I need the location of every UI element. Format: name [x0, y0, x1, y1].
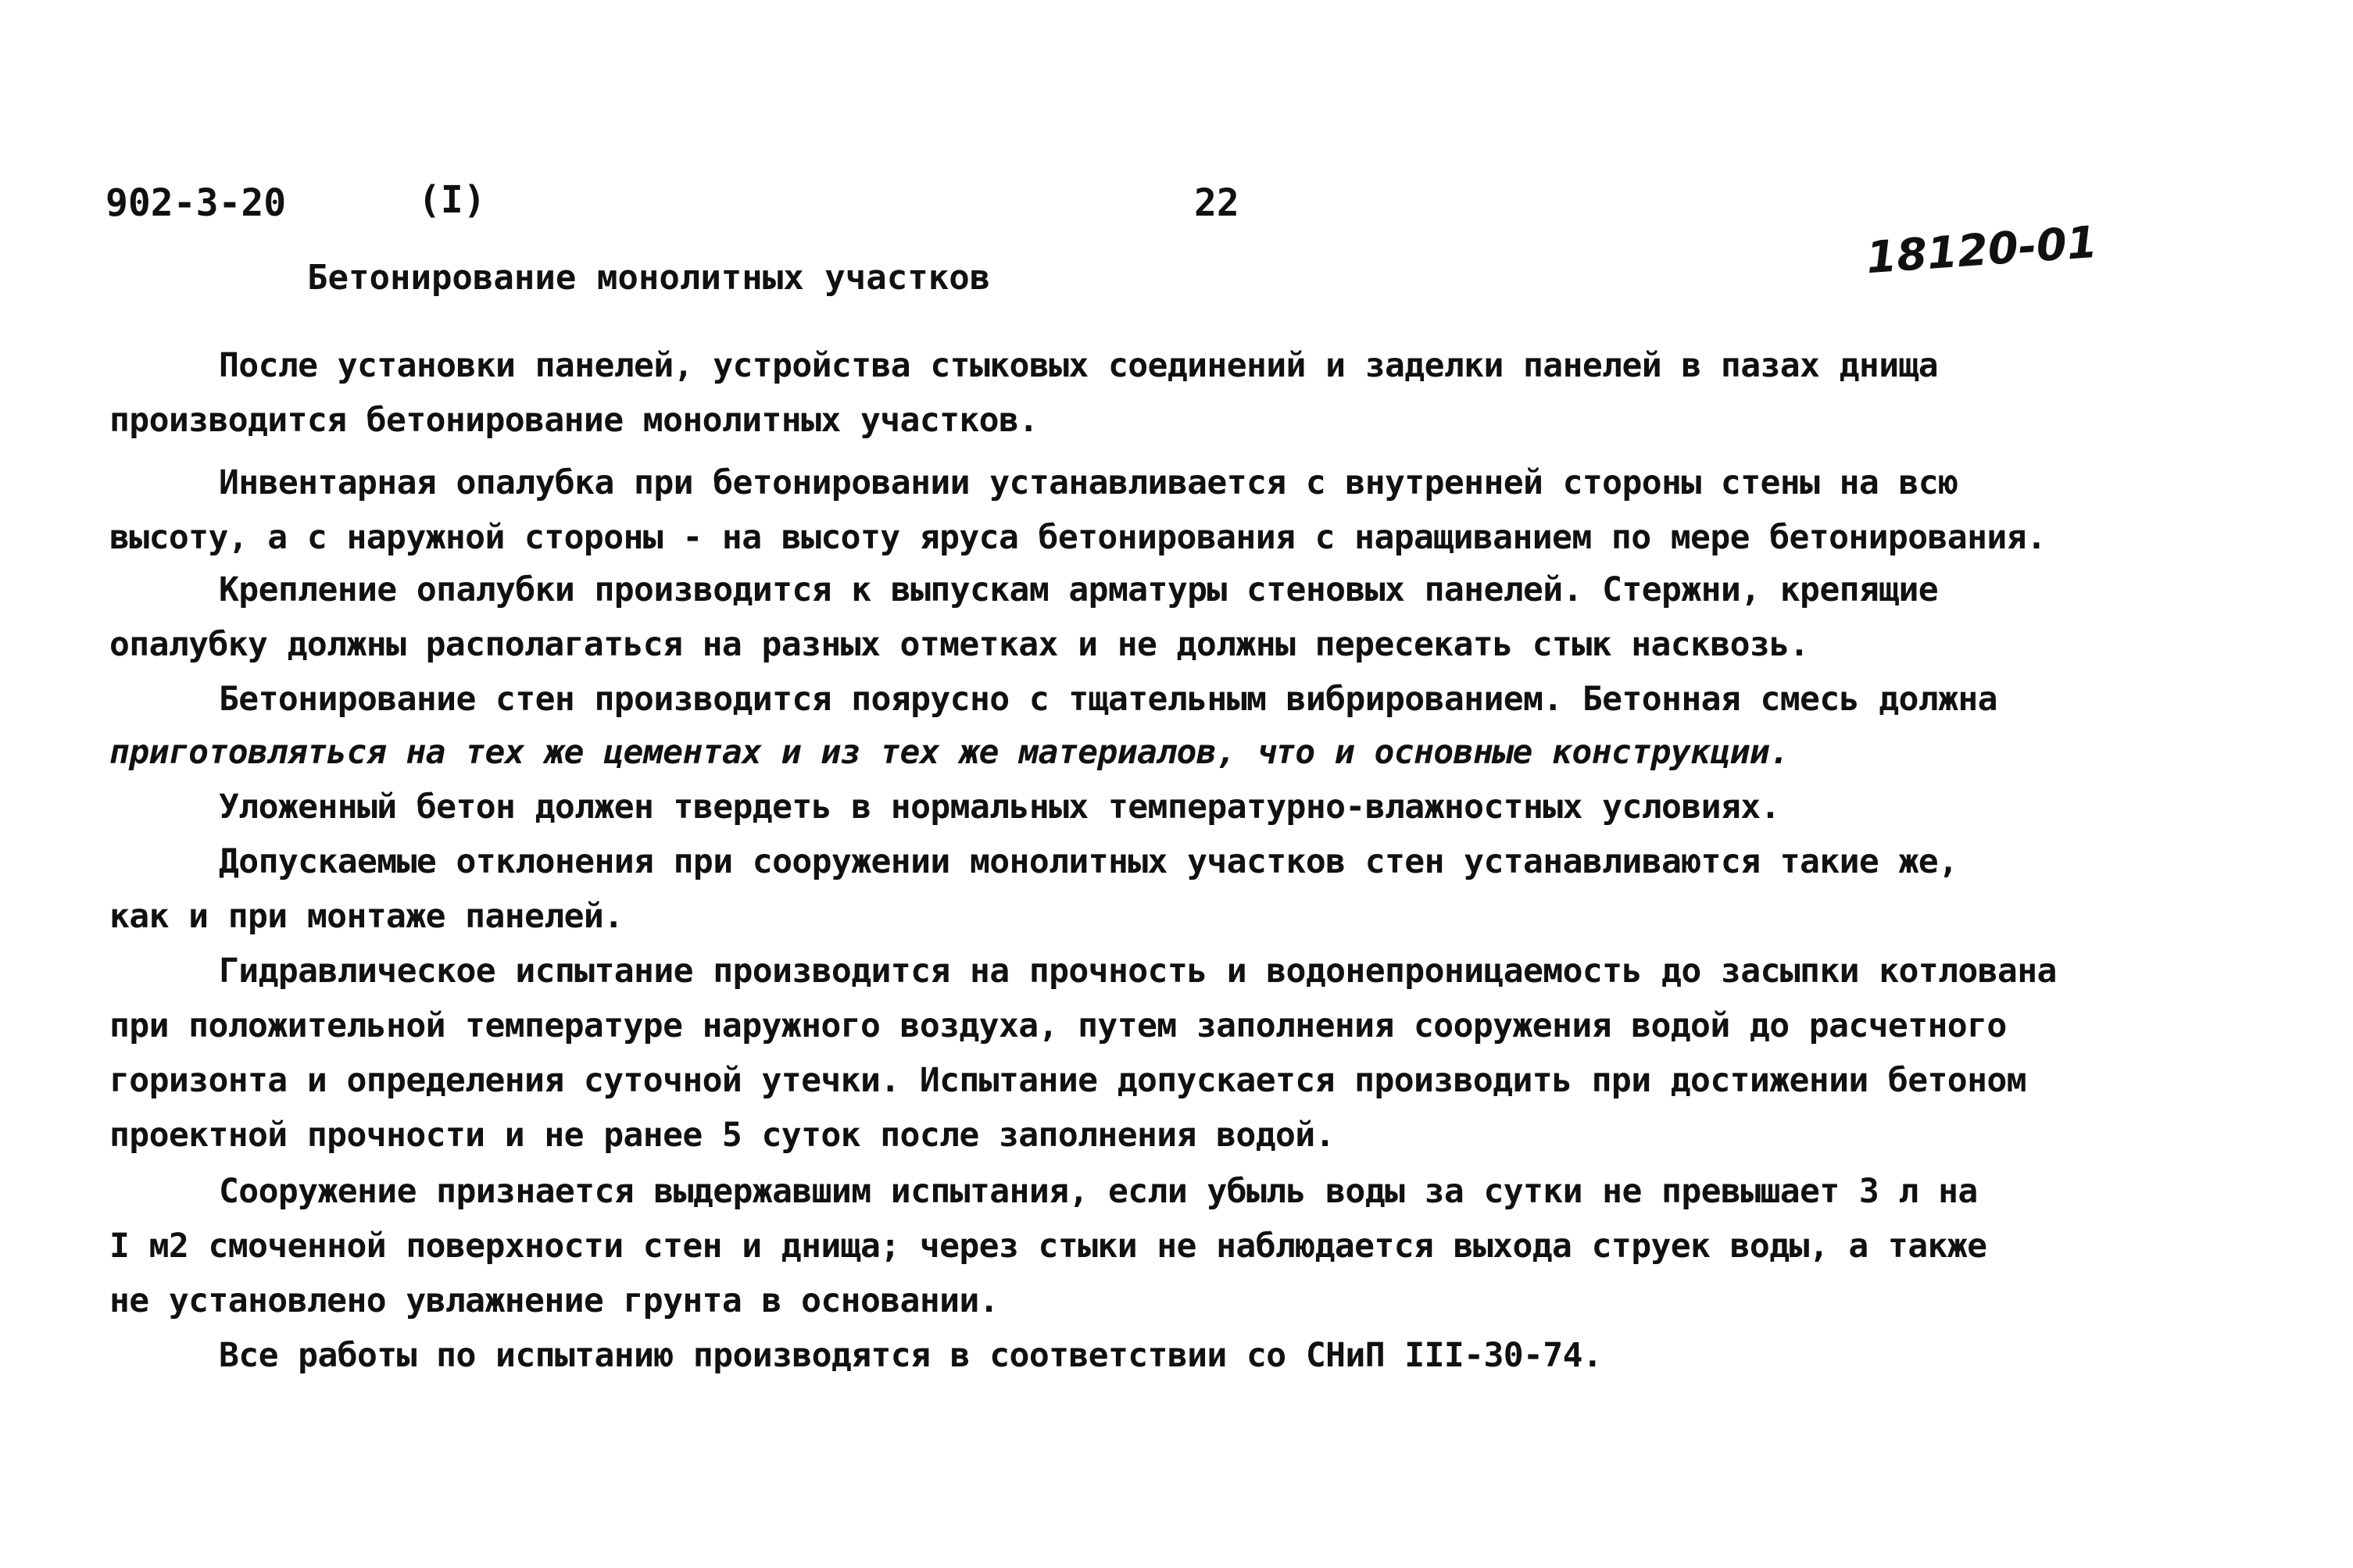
- text-line: высоту, а с наружной стороны - на высоту яруса бетонирования с наращиванием по мере бетонирования.: [109, 518, 2047, 557]
- handwritten-stamp-number: 18120-01: [1865, 216, 2099, 284]
- document-code: 902-3-20: [105, 181, 287, 225]
- text-line: Бетонирование стен производится поярусно с тщательным вибрированием. Бетонная смесь должна: [219, 680, 1997, 719]
- text-line: при положительной температуре наружного воздуха, путем заполнения сооружения водой до расчетного: [109, 1006, 2007, 1045]
- text-line: как и при монтаже панелей.: [109, 897, 624, 936]
- text-line: горизонта и определения суточной утечки. Испытание допускается производить при достижении бетоном: [109, 1061, 2026, 1100]
- text-line: не установлено увлажнение грунта в основании.: [109, 1281, 999, 1320]
- text-line: Допускаемые отклонения при сооружении монолитных участков стен устанавливаются такие же,: [219, 842, 1958, 881]
- text-line: опалубку должны располагаться на разных отметках и не должны пересекать стык насквозь.: [109, 625, 1809, 664]
- section-title: Бетонирование монолитных участков: [307, 258, 991, 298]
- text-line: Инвентарная опалубка при бетонировании устанавливается с внутренней стороны стены на всю: [219, 463, 1958, 502]
- text-line: производится бетонирование монолитных участков.: [109, 401, 1039, 440]
- text-line: Сооружение признается выдержавшим испытания, если убыль воды за сутки не превышает 3 л на: [219, 1172, 1978, 1211]
- text-line: Уложенный бетон должен твердеть в нормальных температурно-влажностных условиях.: [219, 788, 1780, 827]
- page-number: 22: [1194, 181, 1239, 225]
- text-line: I м2 смоченной поверхности стен и днища; через стыки не наблюдается выхода струек воды, а также: [109, 1227, 1987, 1266]
- text-line: Крепление опалубки производится к выпускам арматуры стеновых панелей. Стержни, крепящие: [219, 570, 1939, 609]
- text-line: проектной прочности и не ранее 5 суток после заполнения водой.: [109, 1116, 1335, 1155]
- text-line: приготовляться на тех же цементах и из тех же материалов, что и основные конструкции.: [109, 733, 1790, 772]
- text-line: После установки панелей, устройства стыковых соединений и заделки панелей в пазах днища: [219, 346, 1939, 385]
- part-number: (I): [418, 178, 486, 222]
- text-line: Все работы по испытанию производятся в соответствии со СНиП III-30-74.: [219, 1336, 1603, 1375]
- text-line: Гидравлическое испытание производится на прочность и водонепроницаемость до засыпки котлована: [219, 952, 2057, 991]
